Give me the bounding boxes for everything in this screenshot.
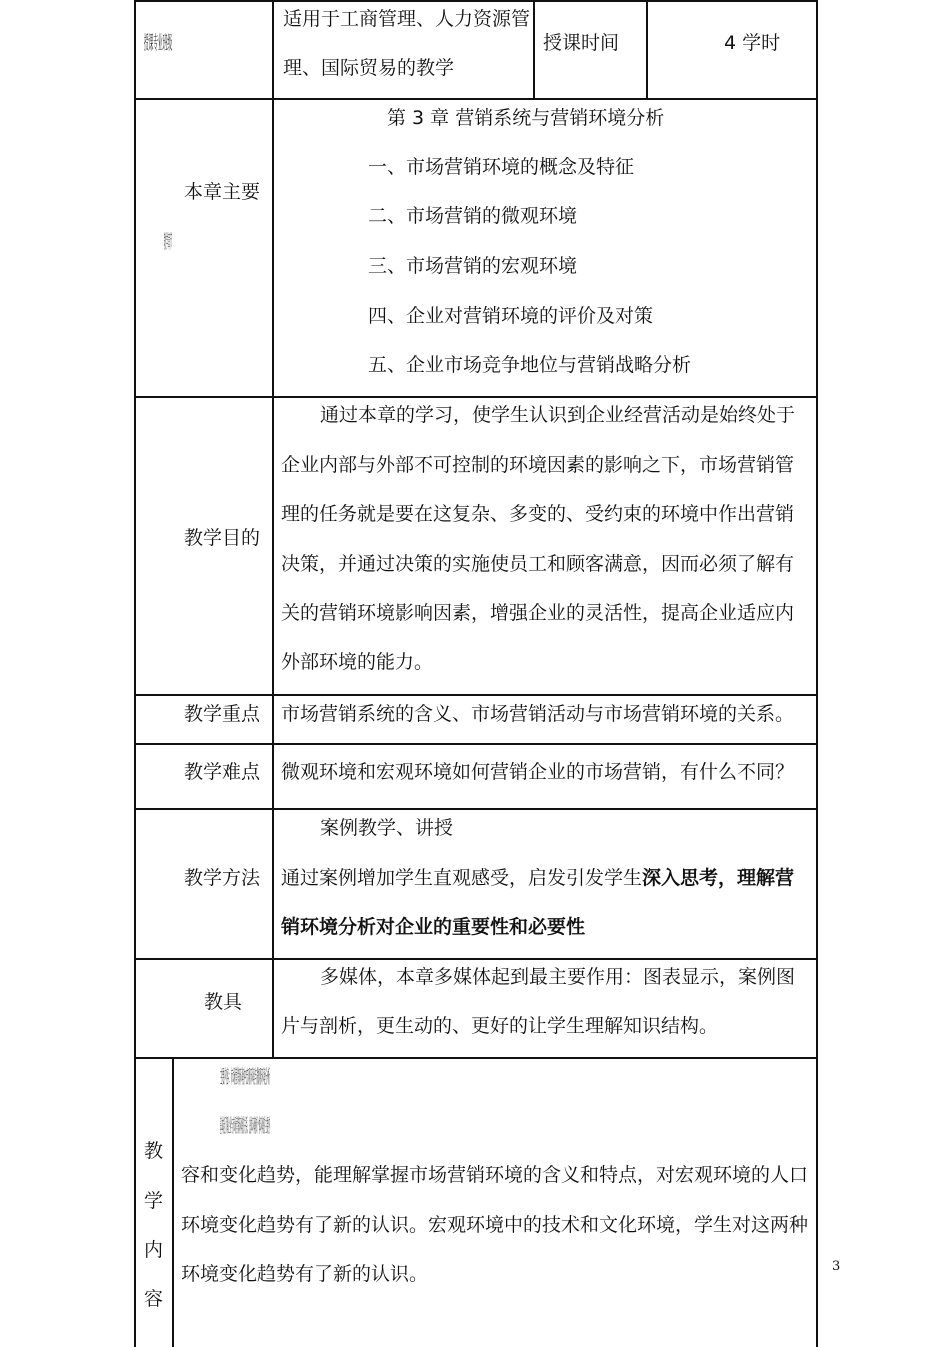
purpose-line: 企业内部与外部不可控制的环境因素的影响之下，市场营销管 xyxy=(281,454,795,476)
purpose-label: 教学目的 xyxy=(184,527,261,549)
chapter-item: 五、企业市场竞争地位与营销战略分析 xyxy=(368,354,692,376)
column-divider-time-value xyxy=(646,0,648,99)
column-divider-content xyxy=(172,1058,174,1347)
class-label: 授课专业班级 xyxy=(144,32,173,54)
table-border-right xyxy=(816,0,818,1347)
difficulties-label: 教学难点 xyxy=(184,761,261,783)
purpose-line: 决策，并通过决策的实施使员工和顾客满意，因而必须了解有 xyxy=(281,553,795,575)
class-value-line1: 适用于工商管理、人力资源管 xyxy=(283,8,531,30)
table-border-left xyxy=(134,0,136,1347)
purpose-line: 理的任务就是要在这复杂、多变的、受约束的环境中作出营销 xyxy=(281,503,795,525)
methods-line2-bold: 深入思考，理解营 xyxy=(642,867,795,889)
methods-line3-bold: 销环境分析对企业的重要性和必要性 xyxy=(281,916,586,938)
methods-label: 教学方法 xyxy=(184,867,261,889)
chapters-label-line1: 本章主要 xyxy=(184,181,261,203)
chapter-item: 三、市场营销的宏观环境 xyxy=(368,255,578,277)
key-points-label: 教学重点 xyxy=(184,703,261,725)
chapter-item: 一、市场营销环境的概念及特征 xyxy=(368,156,635,178)
row-border xyxy=(134,743,818,745)
column-divider-time-label xyxy=(533,0,535,99)
purpose-line: 关的营销环境影响因素，增强企业的灵活性，提高企业适应内 xyxy=(281,602,795,624)
class-value-line2: 理、国际贸易的教学 xyxy=(283,57,455,79)
row-border xyxy=(134,694,818,696)
column-divider xyxy=(272,0,274,1058)
chapter-title: 第 3 章 营销系统与营销环境分析 xyxy=(387,107,665,129)
chapter-item: 二、市场营销的微观环境 xyxy=(368,205,578,227)
chapter-item: 四、企业对营销环境的评价及对策 xyxy=(368,305,654,327)
content-line: 容和变化趋势，能理解掌握市场营销环境的含义和特点，对宏观环境的人口 xyxy=(181,1164,809,1186)
methods-line2 xyxy=(281,867,794,890)
chapters-label-line2: 教学章节 xyxy=(164,231,172,253)
row-border xyxy=(134,808,818,810)
purpose-line: 通过本章的学习，使学生认识到企业经营活动是始终处于 xyxy=(320,404,796,426)
row-border xyxy=(134,1057,818,1059)
row-border xyxy=(134,958,818,960)
methods-line3 xyxy=(281,916,585,939)
content-line: 环境变化趋势有了新的认识。 xyxy=(181,1263,429,1285)
tools-line1: 多媒体，本章多媒体起到最主要作用：图表显示，案例图 xyxy=(320,966,796,988)
tools-label: 教具 xyxy=(204,991,243,1013)
methods-line2-normal: 通过案例增加学生直观感受，启发引发学生 xyxy=(281,867,643,889)
row-border-top xyxy=(134,0,818,2)
difficulties-text: 微观环境和宏观环境如何营销企业的市场营销，有什么不同？ xyxy=(281,761,795,783)
content-label-char: 内 xyxy=(144,1239,164,1261)
row-border xyxy=(134,98,818,100)
content-main: 主要内容：市场营销环境中宏观环境与微观环境分析 xyxy=(220,1066,270,1088)
page-number: 3 xyxy=(832,1259,841,1274)
row-border xyxy=(134,396,818,398)
content-label-char: 容 xyxy=(144,1288,164,1310)
tools-line2: 片与剖析，更生动的、更好的让学生理解知识结构。 xyxy=(281,1015,719,1037)
content-label-char: 学 xyxy=(144,1190,164,1212)
content-line: 环境变化趋势有了新的认识。宏观环境中的技术和文化环境，学生对这两种 xyxy=(181,1214,809,1236)
content-line: 基本能了解企业与市场营销环境的关系、总体环境和个体环境的主要内 xyxy=(220,1115,271,1137)
purpose-line: 外部环境的能力。 xyxy=(281,651,434,673)
content-label-char: 教 xyxy=(144,1140,164,1162)
time-value: 4 学时 xyxy=(724,32,781,54)
methods-line1: 案例教学、讲授 xyxy=(320,817,454,839)
time-label: 授课时间 xyxy=(543,32,620,54)
key-points-text: 市场营销系统的含义、市场营销活动与市场营销环境的关系。 xyxy=(281,703,795,725)
